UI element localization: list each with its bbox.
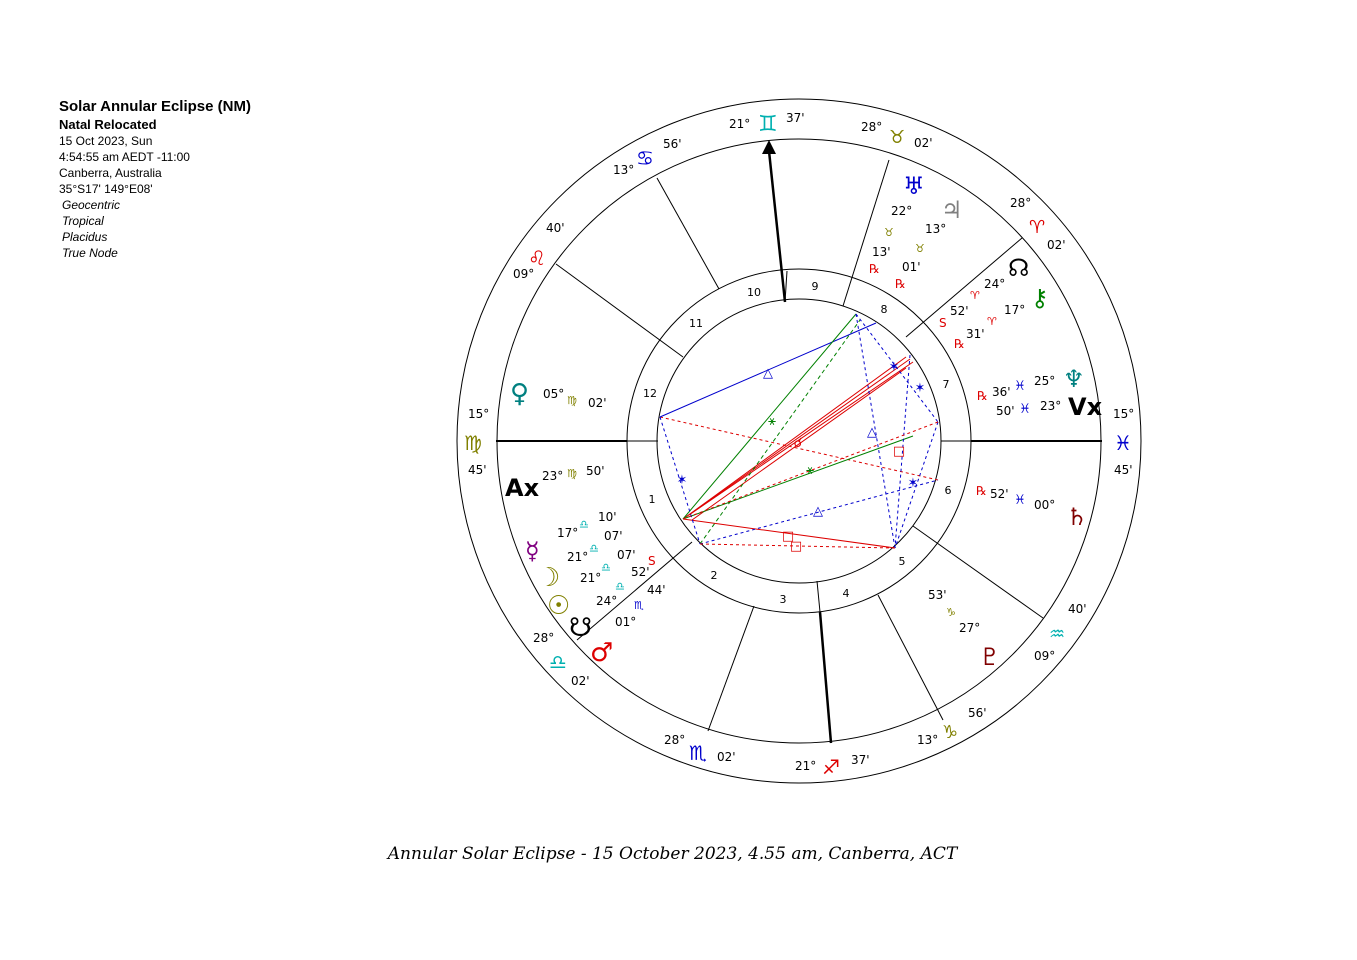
cusp-10-sign: ♊: [758, 112, 778, 137]
saturn-degree: 00°: [1034, 498, 1056, 512]
svg-text:✶: ✶: [907, 476, 919, 491]
cusp-9-degree: 28°: [861, 120, 883, 134]
antivertex-icon: Ax: [505, 474, 540, 502]
svg-text:□: □: [892, 444, 906, 459]
venus-sign: ♍: [567, 394, 577, 407]
neptune-retro: ℞: [977, 389, 988, 403]
chart-coords: 35°S17' 149°E08': [59, 182, 153, 196]
moon-sign: ♎: [589, 542, 599, 555]
svg-text:□: □: [789, 539, 803, 554]
north-node-degree: 24°: [984, 277, 1006, 291]
vertex-minute: 50': [996, 404, 1015, 418]
moon-icon: ☽: [537, 563, 561, 593]
neptune-minute: 36': [992, 385, 1011, 399]
chart-title: Solar Annular Eclipse (NM): [59, 98, 251, 115]
cusp-8-degree: 28°: [1010, 196, 1032, 210]
house-number-9: 9: [811, 280, 819, 293]
chart-place: Canberra, Australia: [59, 166, 162, 180]
cusp-2-degree: 28°: [533, 631, 555, 645]
svg-text:△: △: [763, 366, 773, 381]
vertex-degree: 23°: [1040, 399, 1062, 413]
uranus-degree: 22°: [891, 204, 913, 218]
cusp-11-degree: 13°: [613, 163, 635, 177]
saturn-minute: 52': [990, 487, 1009, 501]
cusp-1-minute: 45': [468, 463, 487, 477]
cusp-6-degree: 09°: [1034, 649, 1056, 663]
jupiter-icon: ♃: [941, 196, 963, 224]
pluto-minute: 53': [928, 588, 947, 602]
svg-text:☌: ☌: [793, 436, 803, 451]
setting-zodiac-type: Tropical: [62, 214, 104, 228]
svg-text:⚹: ⚹: [768, 414, 776, 429]
neptune-degree: 25°: [1034, 374, 1056, 388]
south-node-sign: ♎: [615, 580, 625, 593]
svg-text:□: □: [781, 529, 795, 544]
vertex-sign: ♓: [1019, 402, 1031, 417]
moon-degree: 21°: [567, 550, 589, 564]
antivertex-degree: 23°: [542, 469, 564, 483]
cusp-3-sign: ♏: [689, 741, 707, 765]
house-number-11: 11: [689, 317, 703, 330]
moon-minute: 07': [604, 529, 623, 543]
house-number-3: 3: [779, 593, 787, 606]
chiron-minute: 31': [966, 327, 985, 341]
south-node-retro: S: [648, 554, 656, 568]
svg-text:✶: ✶: [914, 381, 926, 396]
saturn-sign: ♓: [1014, 493, 1026, 508]
cusp-3-degree: 28°: [664, 733, 686, 747]
house-number-12: 12: [643, 387, 657, 400]
pluto-icon: ♇: [979, 643, 1001, 671]
mercury-icon: ☿: [525, 537, 540, 565]
mercury-minute: 10': [598, 510, 617, 524]
pluto-degree: 27°: [959, 621, 981, 635]
cusp-8-sign: ♈: [1029, 217, 1046, 238]
chart-time: 4:54:55 am AEDT -11:00: [59, 150, 190, 164]
cusp-2-sign: ♎: [549, 650, 567, 674]
svg-text:✶: ✶: [676, 473, 688, 488]
sun-sign: ♎: [601, 561, 611, 574]
cusp-2-minute: 02': [571, 674, 590, 688]
cusp-4-minute: 37': [851, 753, 870, 767]
cusp-11-sign: ♋: [636, 146, 654, 170]
cusp-4-degree: 21°: [795, 759, 817, 773]
mercury-sign: ♎: [579, 518, 589, 531]
uranus-retro: ℞: [869, 262, 880, 276]
jupiter-sign: ♉: [915, 242, 925, 255]
cusp-6-minute: 40': [1068, 602, 1087, 616]
cusp-9-sign: ♉: [889, 127, 906, 148]
cusp-4-sign: ♐: [822, 755, 840, 779]
saturn-icon: ♄: [1066, 503, 1088, 531]
south-node-degree: 24°: [596, 594, 618, 608]
house-number-1: 1: [648, 493, 656, 506]
vertex-icon: Vx: [1068, 393, 1103, 421]
cusp-8-minute: 02': [1047, 238, 1066, 252]
antivertex-minute: 50': [586, 464, 605, 478]
aspect-lines: [660, 314, 938, 548]
chiron-icon: ⚷: [1031, 284, 1049, 312]
house-number-4: 4: [842, 587, 850, 600]
svg-text:△: △: [867, 425, 877, 440]
north-node-icon: ☊: [1008, 254, 1030, 282]
cusp-12-minute: 40': [546, 221, 565, 235]
svg-text:✶: ✶: [888, 360, 900, 375]
mercury-degree: 17°: [557, 526, 579, 540]
cusp-12-degree: 09°: [513, 267, 535, 281]
house-number-8: 8: [880, 303, 888, 316]
mars-icon: ♂: [590, 638, 614, 668]
cusp-5-degree: 13°: [917, 733, 939, 747]
cusp-9-minute: 02': [914, 136, 933, 150]
cusp-7-sign: ♓: [1114, 431, 1132, 455]
uranus-sign: ♉: [884, 226, 894, 239]
jupiter-retro: ℞: [895, 277, 906, 291]
south-node-icon: ☋: [569, 613, 593, 643]
house-number-10: 10: [747, 286, 761, 299]
cusp-5-sign: ♑: [942, 722, 959, 743]
chart-caption: Annular Solar Eclipse - 15 October 2023, 4.55 am, Canberra, ACT: [387, 844, 958, 864]
house-number-2: 2: [710, 569, 718, 582]
jupiter-degree: 13°: [925, 222, 947, 236]
north-node-sign: ♈: [970, 289, 980, 302]
mars-minute: 44': [647, 583, 666, 597]
setting-node-type: True Node: [62, 246, 118, 260]
uranus-minute: 13': [872, 245, 891, 259]
chiron-degree: 17°: [1004, 303, 1026, 317]
cusp-5-minute: 56': [968, 706, 987, 720]
cusp-10-minute: 37': [786, 111, 805, 125]
chiron-sign: ♈: [987, 315, 997, 328]
antivertex-sign: ♍: [567, 467, 577, 480]
cusp-7-degree: 15°: [1113, 407, 1135, 421]
cusp-12-sign: ♌: [528, 246, 546, 270]
pluto-sign: ♑: [946, 606, 956, 619]
svg-text:⚹: ⚹: [806, 463, 814, 478]
setting-house-system: Placidus: [62, 230, 108, 244]
mars-degree: 01°: [615, 615, 637, 629]
cusp-3-minute: 02': [717, 750, 736, 764]
venus-icon: ♀: [510, 379, 530, 409]
north-node-minute: 52': [950, 304, 969, 318]
cusp-10-degree: 21°: [729, 117, 751, 131]
cusp-1-sign: ♍: [464, 431, 482, 455]
svg-text:△: △: [813, 504, 823, 519]
mars-sign: ♏: [634, 599, 644, 612]
house-number-7: 7: [942, 378, 950, 391]
sun-icon: ☉: [547, 591, 571, 621]
cusp-11-minute: 56': [663, 137, 682, 151]
house-number-6: 6: [944, 484, 952, 497]
sun-minute: 07': [617, 548, 636, 562]
south-node-minute: 52': [631, 565, 650, 579]
venus-minute: 02': [588, 396, 607, 410]
north-node-retro: S: [939, 316, 947, 330]
neptune-icon: ♆: [1063, 365, 1085, 393]
saturn-retro: ℞: [976, 484, 987, 498]
venus-degree: 05°: [543, 387, 565, 401]
cusp-7-minute: 45': [1114, 463, 1133, 477]
setting-zodiac-center: Geocentric: [62, 198, 121, 212]
chart-date: 15 Oct 2023, Sun: [59, 134, 153, 148]
neptune-sign: ♓: [1014, 379, 1026, 394]
chart-type: Natal Relocated: [59, 117, 157, 132]
uranus-icon: ♅: [903, 172, 925, 200]
sun-degree: 21°: [580, 571, 602, 585]
house-number-5: 5: [898, 555, 906, 568]
cusp-6-sign: ♒: [1049, 624, 1066, 645]
jupiter-minute: 01': [902, 260, 921, 274]
cusp-1-degree: 15°: [468, 407, 490, 421]
mc-arrow: [762, 140, 776, 154]
chiron-retro: ℞: [954, 337, 965, 351]
